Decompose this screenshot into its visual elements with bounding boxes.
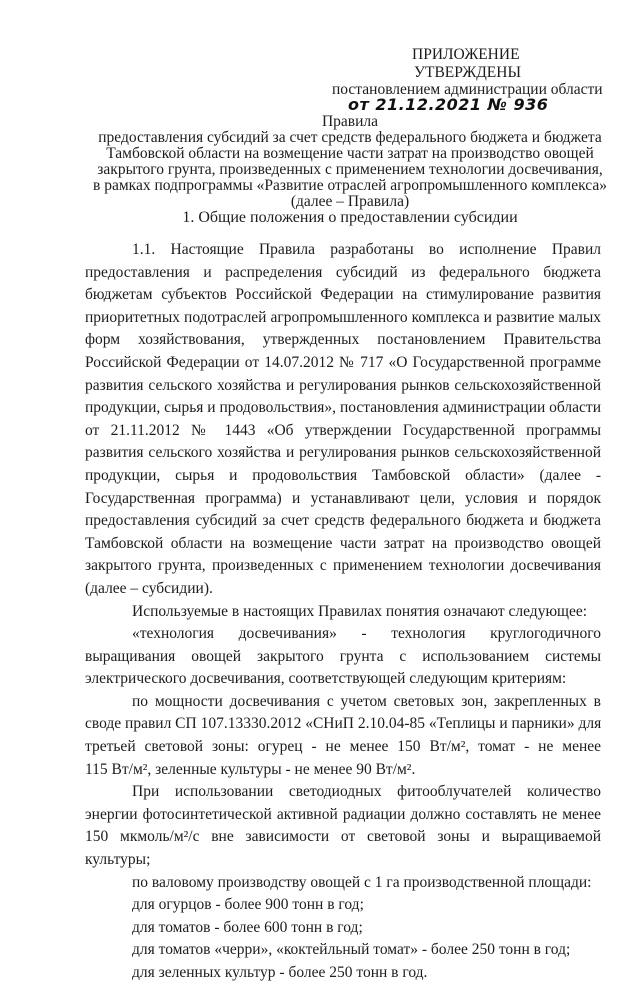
- title-line: Правила: [321, 113, 379, 130]
- approved-label: УТВЕРЖДЕНЫ: [414, 64, 521, 81]
- document-body: [85, 239, 602, 985]
- title-line: в рамках подпрограммы «Развитие отраслей агропромышленного комплекса»: [93, 177, 607, 194]
- body-line: Тамбовской области на возмещение части затрат на производство овощей: [85, 534, 601, 552]
- body-line: для томатов «черри», «коктейльный томат» - более 250 тонн в год;: [132, 941, 571, 959]
- body-line: Российской Федерации от 14.07.2012 № 717 «О Государственной программе: [85, 353, 601, 371]
- title-line: Тамбовской области на возмещение части затрат на производство овощей: [106, 145, 594, 162]
- body-line: предоставления субсидий за счет средств федерального бюджета и бюджета: [85, 512, 601, 530]
- body-line: Используемые в настоящих Правилах понятия означают следующее:: [132, 602, 588, 620]
- body-line: продукции, сырья и продовольствия», постановления администрации области: [85, 399, 601, 417]
- body-line: развития сельского хозяйства и регулирования рынков сельскохозяйственной: [85, 444, 601, 462]
- resolution-label: постановлением администрации области: [332, 81, 603, 98]
- body-line: для огурцов - более 900 тонн в год;: [132, 896, 364, 914]
- body-line: (далее – субсидии).: [85, 579, 213, 597]
- body-line: предоставления и распределения субсидий из федерального бюджета: [85, 263, 601, 281]
- title-line: (далее – Правила): [290, 193, 410, 210]
- body-line: своде правил СП 107.13330.2012 «СНиП 2.10.04-85 «Теплицы и парники» для: [85, 715, 602, 733]
- body-line: выращивания овощей закрытого грунта с использованием системы: [85, 647, 601, 665]
- body-line: третьей световой зоны: огурец - не менее 150 Вт/м², томат - не менее: [85, 738, 601, 756]
- body-line: развития сельского хозяйства и регулирования рынков сельскохозяйственной: [85, 376, 601, 394]
- document-title: [80, 114, 620, 210]
- body-line: по валовому производству овощей с 1 га производственной площади:: [132, 873, 592, 891]
- body-line: электрического досвечивания, соответствующей следующим критериям:: [85, 670, 567, 688]
- body-line: культуры;: [85, 851, 151, 869]
- appendix-label: ПРИЛОЖЕНИЕ: [412, 46, 520, 63]
- body-line: При использовании светодиодных фитооблучателей количество: [132, 783, 601, 801]
- title-line: закрытого грунта, произведенных с применением технологии досвечивания,: [97, 161, 603, 178]
- body-line: для томатов - более 600 тонн в год;: [132, 918, 363, 936]
- body-line: от 21.11.2012 № 1443 «Об утверждении Государственной программы: [85, 421, 601, 439]
- body-line: 1.1. Настоящие Правила разработаны во исполнение Правил: [132, 241, 601, 258]
- body-line: для зеленных культур - более 250 тонн в год.: [132, 964, 428, 981]
- title-line: предоставления субсидий за счет средств федерального бюджета и бюджета: [98, 129, 602, 146]
- body-line: закрытого грунта, произведенных с применением технологии досвечивания: [85, 557, 601, 575]
- body-line: Государственная программа) и устанавливают цели, условия и порядок: [85, 489, 601, 507]
- body-line: 115 Вт/м², зеленные культуры - не менее 90 Вт/м².: [85, 760, 416, 778]
- section-heading: 1. Общие положения о предоставлении субсидии: [182, 209, 518, 226]
- body-line: энергии фотосинтетической активной радиации должно составлять не менее: [85, 805, 601, 823]
- body-line: «технология досвечивания» - технология круглогодичного: [132, 625, 601, 643]
- body-line: 150 мкмоль/м²/с вне зависимости от световой зоны и выращиваемой: [85, 828, 601, 846]
- body-line: приоритетных подотраслей агропромышленного комплекса и развитие малых: [85, 308, 601, 326]
- body-line: бюджетам субъектов Российской Федерации на стимулирование развития: [85, 286, 601, 304]
- handwritten-date-number: от 21.12.2021 № 936: [348, 95, 549, 114]
- body-line: по мощности досвечивания с учетом световых зон, закрепленных в: [132, 692, 601, 710]
- body-line: форм хозяйствования, утвержденных постановлением Правительства: [85, 331, 601, 349]
- body-line: продукции, сырья и продовольствия Тамбовской области» (далее -: [85, 466, 601, 484]
